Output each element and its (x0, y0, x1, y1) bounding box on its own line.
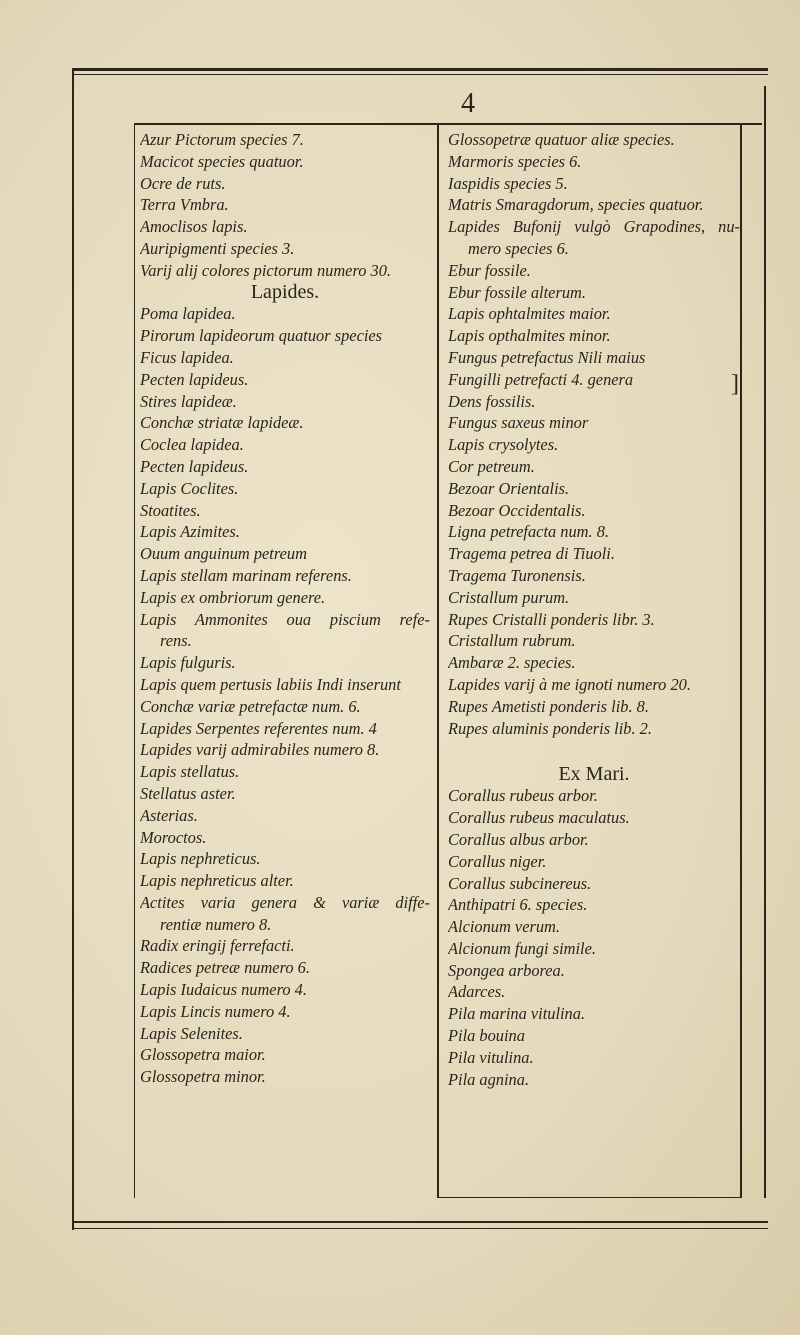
catalog-entry: Asterias. (140, 805, 198, 825)
catalog-entry: Tragema Turonensis. (448, 565, 586, 585)
catalog-entry: Lapis nephreticus. (140, 849, 261, 869)
catalog-entry: Fungilli petrefacti 4. genera (448, 369, 634, 389)
catalog-entry: Anthipatri 6. species. (448, 895, 588, 915)
margin-bracket-mark: ] (731, 371, 739, 397)
catalog-entry: Lapis Selenites. (140, 1023, 243, 1043)
catalog-entry: Lapis nephreticus alter. (140, 871, 294, 891)
catalog-entry: Coclea lapidea. (140, 435, 244, 455)
catalog-entry: Glossopetra minor. (140, 1067, 266, 1087)
right-column-rule (740, 123, 742, 1198)
catalog-entry: Cor petreum. (448, 456, 535, 476)
catalog-entry: Corallus subcinereus. (448, 873, 592, 893)
catalog-entry: Pecten lapideus. (140, 456, 249, 476)
top-double-rule-inner (72, 74, 768, 75)
catalog-entry: Varij alij colores pictorum numero 30. (140, 260, 392, 280)
catalog-entry: Tragema petrea di Tiuoli. (448, 544, 615, 564)
section-heading: Lapides. (250, 280, 320, 303)
catalog-entry: Corallus rubeus arbor. (448, 786, 598, 806)
catalog-entry: Cristallum purum. (448, 587, 570, 607)
catalog-entry: Conchæ variæ petrefactæ num. 6. (140, 696, 361, 716)
catalog-entry: mero species 6. (468, 238, 569, 258)
catalog-entry: Pila vitulina. (448, 1047, 534, 1067)
catalog-entry: Fungus saxeus minor (448, 413, 589, 433)
column-bottom-rule (438, 1197, 740, 1198)
catalog-entry: Lapis ophtalmites maior. (448, 304, 611, 324)
column-divider-rule (437, 123, 439, 1198)
section-heading: Ex Mari. (558, 763, 630, 786)
left-column-rule (134, 123, 135, 1198)
catalog-entry: Lapides Bufonij vulgò Grapodines, nu- (448, 217, 740, 237)
catalog-entry: Pila agnina. (448, 1069, 530, 1089)
catalog-entry: Pirorum lapideorum quatuor species (140, 326, 383, 346)
catalog-entry: Ouum anguinum petreum (140, 544, 307, 564)
bottom-double-rule-inner (72, 1228, 768, 1229)
catalog-entry: Glossopetra maior. (140, 1045, 266, 1065)
catalog-entry: Ocre de ruts. (140, 173, 226, 193)
catalog-entry: Ebur fossile alterum. (448, 282, 586, 302)
catalog-entry: Alcionum verum. (448, 917, 560, 937)
catalog-entry: Conchæ striatæ lapideæ. (140, 413, 304, 433)
catalog-entry: Macicot species quatuor. (140, 151, 304, 171)
catalog-entry: Alcionum fungi simile. (448, 938, 596, 958)
catalog-entry: Amoclisos lapis. (140, 217, 248, 237)
catalog-entry: Stellatus aster. (140, 783, 236, 803)
catalog-entry: Lapis Ammonites oua piscium refe- (140, 609, 430, 629)
catalog-entry: Cristallum rubrum. (448, 631, 576, 651)
catalog-entry: Spongea arborea. (448, 960, 565, 980)
catalog-entry: Lapides varij admirabiles numero 8. (140, 740, 380, 760)
catalog-entry: Lapis fulguris. (140, 653, 236, 673)
catalog-entry: Radices petreæ numero 6. (140, 958, 310, 978)
catalog-entry: Pila marina vitulina. (448, 1004, 586, 1024)
catalog-entry: Lapis Iudaicus numero 4. (140, 980, 307, 1000)
catalog-entry: Lapis Azimites. (140, 522, 240, 542)
catalog-entry: Marmoris species 6. (448, 151, 582, 171)
catalog-entry: Lapis crysolytes. (448, 435, 559, 455)
catalog-entry: Lapis Coclites. (140, 478, 239, 498)
catalog-entry: Lapides varij à me ignoti numero 20. (448, 674, 691, 694)
catalog-entry: Adarces. (448, 982, 506, 1002)
catalog-entry: Fungus petrefactus Nili maius (448, 347, 646, 367)
catalog-entry: Bezoar Orientalis. (448, 478, 570, 498)
catalog-entry: Ligna petrefacta num. 8. (448, 522, 610, 542)
catalog-entry: Matris Smaragdorum, species quatuor. (448, 195, 704, 215)
catalog-entry: Iaspidis species 5. (448, 173, 568, 193)
catalog-entry: Stires lapideæ. (140, 391, 237, 411)
left-column (140, 129, 430, 1088)
catalog-entry: Dens fossilis. (448, 391, 536, 411)
top-double-rule-outer (72, 68, 768, 71)
catalog-entry: Lapis quem pertusis labiis Indi inserunt (140, 674, 401, 694)
catalog-entry: Corallus rubeus maculatus. (448, 808, 630, 828)
catalog-entry: Corallus albus arbor. (448, 829, 589, 849)
catalog-entry: Bezoar Occidentalis. (448, 500, 586, 520)
bottom-double-rule-outer (72, 1221, 768, 1223)
catalog-entry: Stoatites. (140, 500, 201, 520)
catalog-entry: Moroctos. (140, 827, 207, 847)
catalog-entry: Glossopetræ quatuor aliæ species. (448, 130, 675, 149)
catalog-entry: Pecten lapideus. (140, 369, 249, 389)
catalog-entry: Rupes aluminis ponderis lib. 2. (448, 718, 652, 738)
catalog-entry: Ebur fossile. (448, 260, 531, 280)
catalog-entry: Lapis ex ombriorum genere. (140, 587, 326, 607)
catalog-entry: Radix eringij ferrefacti. (140, 936, 295, 956)
page-number: 4 (461, 88, 475, 119)
catalog-entry: Ficus lapidea. (140, 347, 234, 367)
catalog-entry: rens. (160, 631, 192, 651)
catalog-entry: Azur Pictorum species 7. (140, 130, 304, 149)
catalog-entry: Poma lapidea. (140, 304, 236, 324)
catalog-entry: Pila bouina (448, 1026, 525, 1046)
catalog-entry: Lapides Serpentes referentes num. 4 (140, 718, 377, 738)
catalog-entry: Ambaræ 2. species. (448, 653, 576, 673)
catalog-entry: Actites varia genera & variæ diffe- (140, 892, 430, 912)
catalog-entry: Lapis opthalmites minor. (448, 326, 611, 346)
left-border-rule (72, 68, 74, 1230)
right-border-rule (764, 86, 766, 1198)
catalog-entry: Terra Vmbra. (140, 195, 229, 215)
right-column (448, 129, 740, 1090)
catalog-entry: Rupes Ametisti ponderis lib. 8. (448, 696, 649, 716)
catalog-entry: Lapis stellam marinam referens. (140, 565, 352, 585)
catalog-entry: Auripigmenti species 3. (140, 238, 295, 258)
catalog-entry: Rupes Cristalli ponderis libr. 3. (448, 609, 655, 629)
catalog-entry: Lapis stellatus. (140, 762, 240, 782)
catalog-entry: Corallus niger. (448, 851, 547, 871)
header-rule (134, 123, 762, 125)
catalog-entry: rentiæ numero 8. (160, 914, 272, 934)
catalog-entry: Lapis Lincis numero 4. (140, 1001, 291, 1021)
